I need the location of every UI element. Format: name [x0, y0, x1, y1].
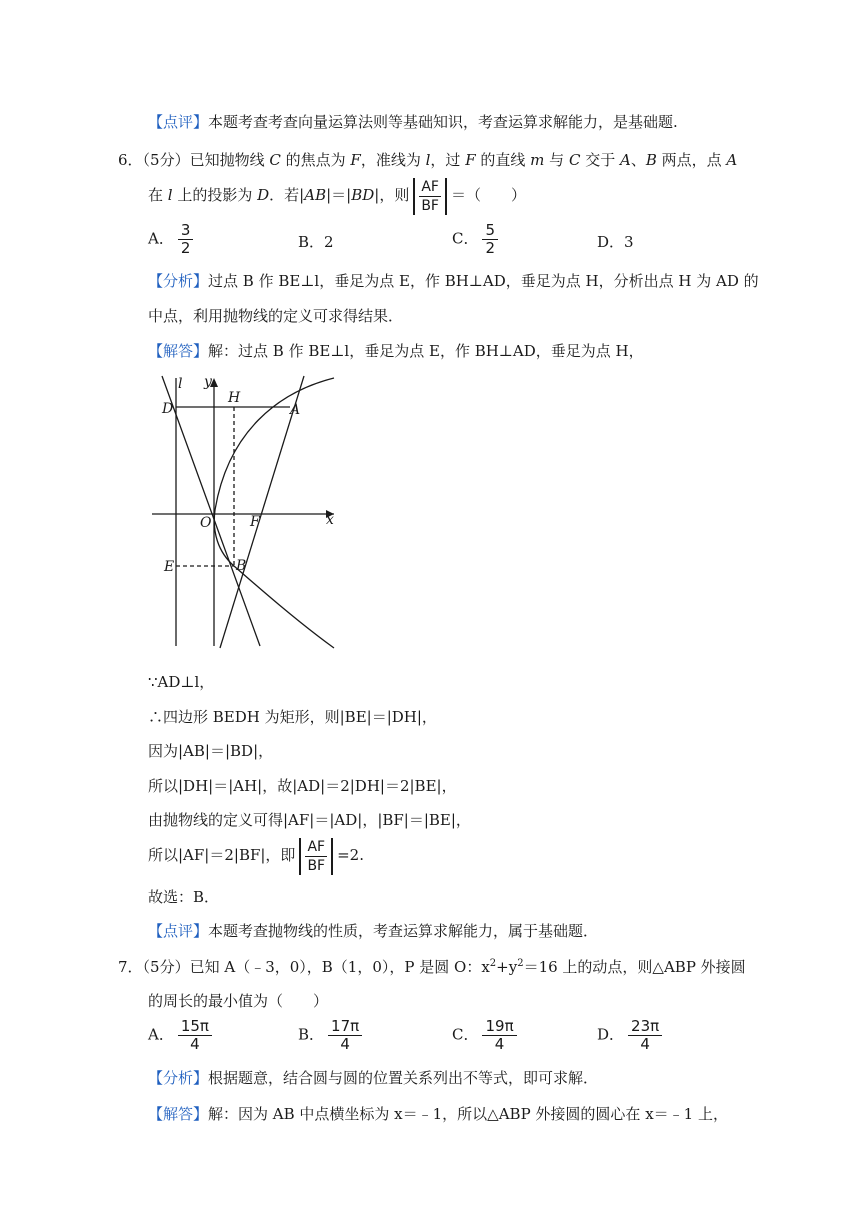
fraction-denominator: BF [421, 197, 439, 214]
stem-text: 在 [148, 186, 168, 204]
fraction-denominator: 2 [180, 239, 191, 257]
fraction-numerator: AF [419, 178, 441, 197]
stem-var: F [350, 151, 361, 169]
fraction-denominator: 2 [485, 239, 496, 257]
answer-tag: 【解答】 [148, 1105, 209, 1123]
q6-stem-line2 [148, 176, 526, 215]
stem-text: 已知 A（﹣3，0），B（1，0），P 是圆 O：x [189, 958, 490, 976]
stem-text: ＝16 上的动点，则△ABP 外接圆 [523, 958, 746, 976]
abs-fraction [297, 838, 335, 875]
stem-var: D [257, 186, 270, 204]
analysis-text: 过点 B 作 BE⊥l，垂足为点 E，作 BH⊥AD，垂足为点 H，分析出点 H 为 AD 的 [208, 272, 759, 290]
stem-text: 与 [544, 151, 569, 169]
q6-stem-line1 [118, 150, 737, 170]
option-fraction [482, 222, 498, 257]
q6-option-a [148, 222, 197, 257]
stem-text: 交于 [580, 151, 620, 169]
label-x: x [326, 512, 334, 528]
q6-analysis-line1 [148, 271, 759, 291]
label-B: B [236, 558, 247, 574]
stem-var: m [530, 151, 545, 169]
fraction-numerator: 5 [482, 222, 498, 240]
comment-text: 本题考查抛物线的性质，考查运算求解能力，属于基础题． [208, 922, 599, 940]
fraction-denominator: 4 [640, 1035, 650, 1053]
stem-text: +y [496, 958, 518, 976]
label-y: y [204, 374, 212, 390]
q7-answer [148, 1104, 728, 1124]
step-text: =2. [337, 846, 364, 864]
q6-option-c [452, 222, 502, 257]
q7-analysis [148, 1068, 598, 1088]
option-text: 2 [324, 233, 334, 251]
option-label: C． [452, 1025, 479, 1044]
fraction-denominator: BF [307, 857, 326, 874]
option-label: B． [298, 233, 325, 251]
stem-var: BD [351, 186, 375, 204]
stem-text: 、 [630, 151, 646, 169]
stem-text: 两点，点 [656, 151, 727, 169]
label-E: E [164, 559, 175, 575]
stem-var: AB [304, 186, 327, 204]
stem-text: ，准线为 [360, 151, 426, 169]
question-score: （5分） [142, 958, 190, 976]
answer-text: 解：因为 AB 中点横坐标为 x＝﹣1，所以△ABP 外接圆的圆心在 x＝﹣1 上， [208, 1105, 728, 1123]
answer-tag: 【解答】 [148, 342, 209, 360]
question-number: 7． [118, 958, 143, 976]
q7-stem-line2: 的周长的最小值为（ ） [148, 992, 329, 1010]
stem-var: A [726, 151, 738, 169]
stem-var: C [568, 151, 581, 169]
option-label: B． [298, 1025, 325, 1044]
label-F: F [250, 514, 260, 530]
stem-text: 上的投影为 [172, 186, 258, 204]
stem-var: l [167, 186, 173, 204]
analysis-tag: 【分析】 [148, 1069, 209, 1087]
fraction-numerator: 17π [328, 1018, 362, 1036]
q6-step-6 [148, 836, 364, 875]
q5-comment [148, 112, 678, 132]
q6-answer-line1 [148, 341, 644, 361]
option-fraction [482, 1018, 516, 1053]
q7-option-d [597, 1018, 666, 1053]
option-label: D． [597, 233, 625, 251]
label-A: A [290, 402, 301, 418]
option-text: 3 [624, 233, 634, 251]
option-fraction [328, 1018, 362, 1053]
stem-var: C [269, 151, 281, 169]
q6-step-4: 所以|DH|＝|AH|，故|AD|＝2|DH|＝2|BE|， [148, 777, 457, 795]
q6-step-3: 因为|AB|＝|BD|， [148, 742, 274, 760]
stem-var: l [425, 151, 431, 169]
line-DB [162, 376, 260, 646]
fraction-numerator: 23π [628, 1018, 662, 1036]
answer-text: 解：过点 B 作 BE⊥l，垂足为点 E，作 BH⊥AD，垂足为点 H， [208, 342, 644, 360]
comment-tag: 【点评】 [148, 113, 209, 131]
superscript: 2 [517, 958, 524, 969]
stem-text: |＝| [326, 186, 352, 204]
option-label: A． [148, 229, 174, 248]
option-fraction [628, 1018, 662, 1053]
option-fraction [178, 222, 194, 257]
step-text: 所以|AF|＝2|BF|，即 [148, 846, 296, 864]
label-O: O [200, 515, 212, 531]
label-H: H [228, 390, 241, 406]
q6-analysis-line2 [148, 306, 403, 326]
question-number: 6． [118, 151, 143, 169]
stem-text: 的焦点为 [280, 151, 351, 169]
q7-stem-line1 [118, 957, 746, 977]
stem-var: B [645, 151, 657, 169]
q6-option-b [298, 231, 334, 252]
analysis-text: 中点，利用抛物线的定义可求得结果． [148, 307, 404, 325]
comment-tag: 【点评】 [148, 922, 209, 940]
fraction-denominator: 4 [494, 1035, 505, 1053]
stem-text: 的直线 [475, 151, 531, 169]
stem-text: 已知抛物线 [189, 151, 270, 169]
fraction-numerator: 15π [178, 1018, 212, 1036]
fraction-numerator: AF [305, 838, 327, 857]
stem-var: F [465, 151, 476, 169]
comment-text: 本题考查考查向量运算法则等基础知识，考查运算求解能力，是基础题. [208, 113, 678, 131]
fraction-denominator: 4 [190, 1035, 200, 1053]
analysis-tag: 【分析】 [148, 272, 209, 290]
option-fraction [178, 1018, 212, 1053]
fraction-denominator: 4 [340, 1035, 350, 1053]
label-D: D [162, 401, 174, 417]
q7-option-b [298, 1018, 366, 1053]
fraction-numerator: 19π [482, 1018, 516, 1036]
analysis-text: 根据题意，结合圆与圆的位置关系列出不等式，即可求解． [208, 1069, 599, 1087]
q7-option-c [452, 1018, 521, 1053]
q6-option-d [597, 231, 634, 252]
q6-step-5: 由抛物线的定义可得|AF|＝|AD|，|BF|＝|BE|， [148, 811, 471, 829]
q6-step-1: ∵AD⊥l， [148, 673, 215, 691]
stem-var: A [619, 151, 631, 169]
q6-comment [148, 921, 598, 941]
stem-text: ．若| [269, 186, 305, 204]
stem-text: ＝（ ） [451, 186, 527, 204]
label-l: l [178, 376, 183, 392]
abs-fraction [411, 178, 449, 215]
parabola-figure [148, 372, 344, 652]
stem-text: |，则 [374, 186, 410, 204]
question-score: （5分） [142, 151, 190, 169]
superscript: 2 [489, 958, 497, 969]
option-label: A． [148, 1025, 174, 1044]
q6-step-2: ∴四边形 BEDH 为矩形，则|BE|＝|DH|， [148, 708, 437, 726]
q7-option-a [148, 1018, 216, 1053]
stem-text: ，过 [430, 151, 466, 169]
q6-choice: 故选：B． [148, 888, 220, 906]
option-label: C． [452, 229, 479, 248]
option-label: D． [597, 1025, 625, 1044]
fraction-numerator: 3 [178, 222, 194, 240]
